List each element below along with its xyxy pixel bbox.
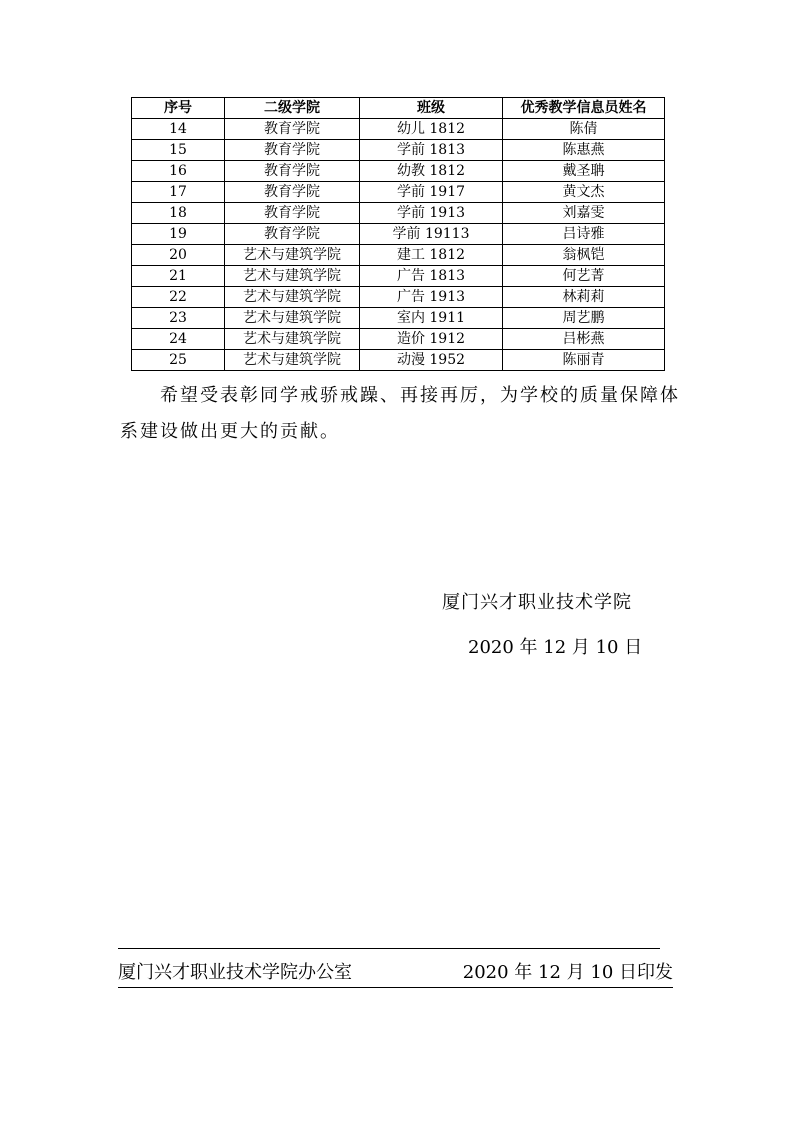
cell-student-name: 吕诗雅: [503, 224, 665, 245]
cell-student-name: 刘嘉雯: [503, 203, 665, 224]
cell-college: 艺术与建筑学院: [225, 266, 360, 287]
cell-class: 广告 1913: [360, 287, 503, 308]
cell-college: 教育学院: [225, 161, 360, 182]
cell-student-name: 吕彬燕: [503, 329, 665, 350]
cell-student-name: 黄文杰: [503, 182, 665, 203]
cell-student-name: 戴圣聃: [503, 161, 665, 182]
cell-college: 艺术与建筑学院: [225, 245, 360, 266]
cell-class: 学前 1917: [360, 182, 503, 203]
cell-student-name: 周艺鹏: [503, 308, 665, 329]
cell-student-name: 翁枫铠: [503, 245, 665, 266]
cell-college: 教育学院: [225, 119, 360, 140]
cell-college: 教育学院: [225, 224, 360, 245]
cell-seq: 16: [132, 161, 225, 182]
cell-college: 艺术与建筑学院: [225, 287, 360, 308]
footer-issue-date: 2020 年 12 月 10 日印发: [462, 962, 673, 983]
table-row: [132, 161, 665, 182]
footer-office: 厦门兴才职业技术学院办公室: [118, 962, 352, 983]
table-row: [132, 329, 665, 350]
cell-seq: 20: [132, 245, 225, 266]
cell-class: 学前 1913: [360, 203, 503, 224]
cell-seq: 17: [132, 182, 225, 203]
cell-student-name: 陈惠燕: [503, 140, 665, 161]
table-row: [132, 182, 665, 203]
table-row: [132, 308, 665, 329]
table-row: [132, 203, 665, 224]
cell-seq: 25: [132, 350, 225, 371]
cell-student-name: 何艺菁: [503, 266, 665, 287]
cell-seq: 18: [132, 203, 225, 224]
table-row: [132, 245, 665, 266]
cell-class: 造价 1912: [360, 329, 503, 350]
cell-class: 动漫 1952: [360, 350, 503, 371]
signature-organization: 厦门兴才职业技术学院: [442, 592, 632, 613]
cell-seq: 22: [132, 287, 225, 308]
table-row: [132, 287, 665, 308]
cell-college: 艺术与建筑学院: [225, 308, 360, 329]
cell-class: 学前 19113: [360, 224, 503, 245]
table-row: [132, 140, 665, 161]
cell-college: 艺术与建筑学院: [225, 329, 360, 350]
honor-roster-table: [131, 97, 665, 371]
cell-class: 建工 1812: [360, 245, 503, 266]
table-row: [132, 224, 665, 245]
cell-seq: 19: [132, 224, 225, 245]
cell-seq: 15: [132, 140, 225, 161]
cell-seq: 21: [132, 266, 225, 287]
footer-issue-line: [118, 958, 673, 988]
table-row: [132, 350, 665, 371]
header-class: 班级: [360, 98, 503, 119]
cell-student-name: 陈倩: [503, 119, 665, 140]
table-header-row: [132, 98, 665, 119]
header-college: 二级学院: [225, 98, 360, 119]
signature-date: 2020 年 12 月 10 日: [468, 637, 643, 658]
header-student-name: 优秀教学信息员姓名: [503, 98, 665, 119]
cell-seq: 14: [132, 119, 225, 140]
cell-college: 教育学院: [225, 182, 360, 203]
table-row: [132, 266, 665, 287]
cell-class: 幼教 1812: [360, 161, 503, 182]
footer-divider: [118, 948, 660, 949]
header-seq: 序号: [132, 98, 225, 119]
cell-class: 学前 1813: [360, 140, 503, 161]
cell-class: 广告 1813: [360, 266, 503, 287]
table-row: [132, 119, 665, 140]
cell-class: 幼儿 1812: [360, 119, 503, 140]
cell-seq: 23: [132, 308, 225, 329]
cell-seq: 24: [132, 329, 225, 350]
cell-student-name: 林莉莉: [503, 287, 665, 308]
cell-college: 教育学院: [225, 140, 360, 161]
commendation-paragraph: 希望受表彰同学戒骄戒躁、再接再厉，为学校的质量保障体系建设做出更大的贡献。: [120, 385, 680, 442]
cell-college: 艺术与建筑学院: [225, 350, 360, 371]
cell-college: 教育学院: [225, 203, 360, 224]
cell-student-name: 陈丽青: [503, 350, 665, 371]
cell-class: 室内 1911: [360, 308, 503, 329]
